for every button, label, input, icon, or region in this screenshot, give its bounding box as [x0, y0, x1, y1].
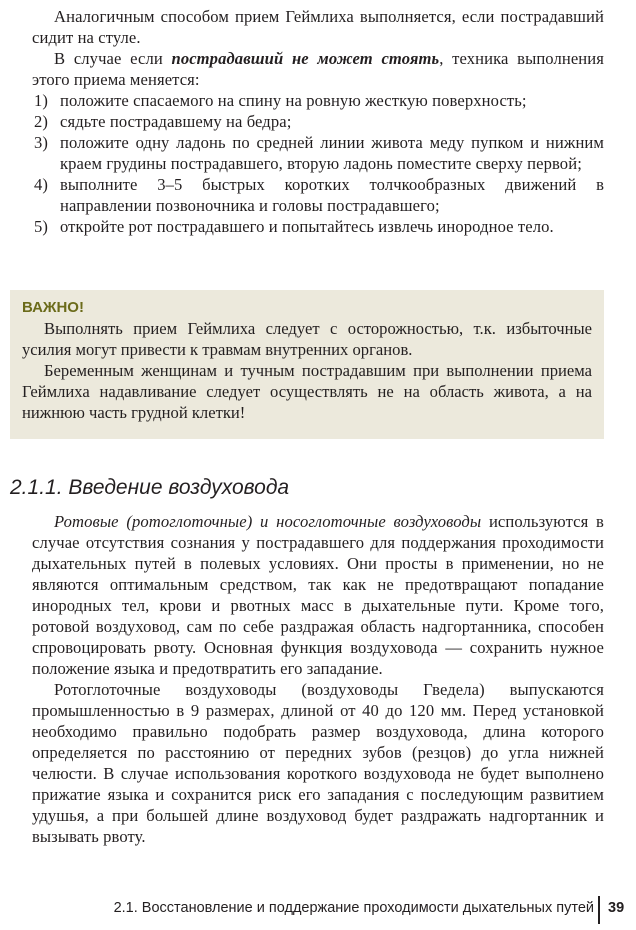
- list-item: [32, 90, 604, 111]
- footer-title: 2.1. Восстановление и поддержание проходимости дыхательных путей: [113, 900, 594, 916]
- page-footer: [0, 896, 636, 924]
- step-number: 1): [34, 91, 49, 110]
- list-item: [32, 111, 604, 132]
- section-paragraph-2: Ротоглоточные воздуховоды (воздуховоды Гведела) выпускаются промышленностью в 9 размерах, длиной от 40 до 120 мм. Перед установкой необходимо правильно подобрать размер воздуховода, длина которого определяется по расстоянию от передних зубов (резцов) до угла нижней челюсти. В случае использования короткого воздуховода не будет выполнено прижатие языка и сохранится риск его западания с последующим развитием удушья, а при большей длине воздуховод будет раздражать надгортанник и вызывать рвоту.: [32, 680, 604, 846]
- intro-p2-suffix: , техника выполнения этого приема меняется:: [32, 49, 604, 89]
- list-item: [32, 216, 604, 237]
- list-item: [32, 174, 604, 216]
- intro-paragraph-1: Аналогичным способом прием Геймлиха выполняется, если пострадавший сидит на стуле.: [32, 7, 604, 47]
- warning-box: [10, 290, 604, 439]
- intro-block: [32, 6, 604, 237]
- section-heading: 2.1.1. Введение воздуховода: [10, 476, 290, 499]
- list-item: [32, 132, 604, 174]
- step-number: 5): [34, 217, 49, 236]
- step-number: 2): [34, 112, 49, 131]
- warning-paragraph-1: Выполнять прием Геймлиха следует с осторожностью, т.к. избыточные усилия могут привести к травмам внутренних органов.: [22, 319, 592, 359]
- step-text: положите одну ладонь по средней линии живота меду пупком и нижним краем грудины пострадавшего, вторую ладонь поместите сверху первой;: [60, 133, 604, 173]
- intro-p2-emphasis: пострадавший не может стоять: [171, 49, 440, 68]
- intro-p2-prefix: В случае если: [54, 49, 172, 68]
- section-body: [32, 511, 604, 847]
- section-p1-rest: используются в случае отсутствия сознания у пострадавшего для поддержания проходимости дыхательных путей в полевых условиях. Они просты в применении, но не являются оптимальным средством, так как не предотвращают попадание инородных тел, крови и рвотных масс в дыхательные пути. Кроме того, ротовой воздуховод, сам по себе раздражая область надгортанника, способен спровоцировать рвоту. Основная функция воздуховода — сохранить нужное положение языка и предотвратить его западание.: [32, 512, 604, 678]
- steps-list: [32, 90, 604, 237]
- step-number: 3): [34, 133, 49, 152]
- section-paragraph-1: [32, 511, 604, 679]
- footer-divider: [598, 896, 600, 924]
- step-number: 4): [34, 175, 49, 194]
- warning-title: ВАЖНО!: [22, 299, 84, 316]
- warning-paragraph-2: Беременным женщинам и тучным пострадавшим при выполнении приема Геймлиха надавливание следует осуществлять не на область живота, а на нижнюю часть грудной клетки!: [22, 361, 592, 422]
- intro-paragraph-2: [32, 48, 604, 90]
- step-text: выполните 3–5 быстрых коротких толчкообразных движений в направлении позвоночника и головы пострадавшего;: [60, 175, 604, 215]
- section-p1-emphasis: Ротовые (ротоглоточные) и носоглоточные воздуховоды: [54, 512, 482, 531]
- page-number: 39: [608, 900, 625, 916]
- step-text: положите спасаемого на спину на ровную жесткую поверхность;: [60, 91, 527, 110]
- step-text: сядьте пострадавшему на бедра;: [60, 112, 292, 131]
- step-text: откройте рот пострадавшего и попытайтесь извлечь инородное тело.: [60, 217, 554, 236]
